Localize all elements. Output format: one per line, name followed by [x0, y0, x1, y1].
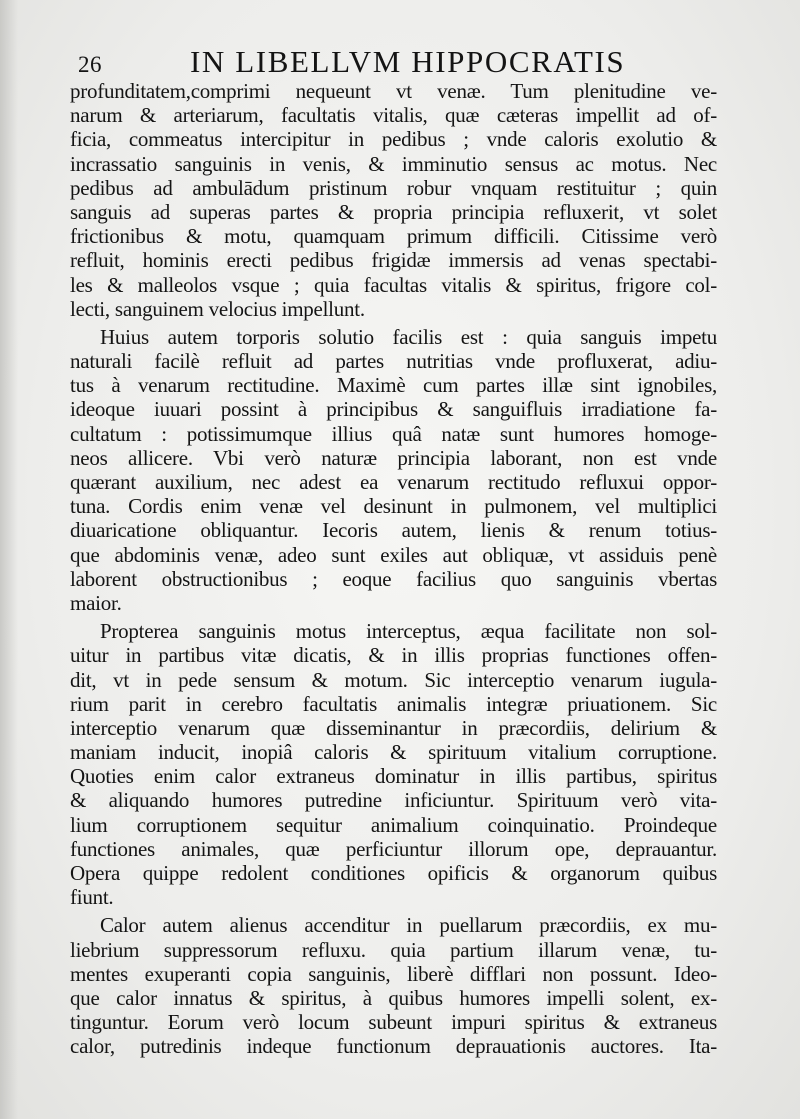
- text-line: dit, vt in pede sensum & motum. Sic interceptio venarum iugula-: [70, 667, 717, 692]
- text-line: tuna. Cordis enim venæ vel desinunt in pulmonem, vel multiplici: [70, 494, 717, 519]
- text-line: pedibus ad ambulādum pristinum robur vnquam restituitur ; quin: [70, 175, 717, 200]
- text-line: fiunt.: [70, 885, 114, 910]
- text-line: quærant auxilium, nec adest ea venarum rectitudo refluxui oppor-: [70, 470, 717, 494]
- page-header: [78, 44, 718, 80]
- text-line: Opera quippe redolent conditiones opificis & organorum quibus: [70, 861, 717, 885]
- text-line: naturali facilè refluit ad partes nutritias vnde profluxerat, adiu-: [70, 349, 717, 374]
- paragraph-3: [70, 619, 717, 909]
- text-line: uitur in partibus vitæ dicatis, & in illis proprias functiones offen-: [70, 643, 717, 668]
- text-line: ideoque iuuari possint à principibus & sanguifluis irradiatione fa-: [70, 397, 717, 422]
- text-line: rium parit in cerebro facultatis animalis integræ priuationem. Sic: [70, 691, 717, 716]
- text-line: laborent obstructionibus ; eoque facilius quo sanguinis vbertas: [70, 566, 717, 591]
- page-number: 26: [78, 52, 102, 77]
- text-line: cultatum : potissimumque illius quâ natæ sunt humores homoge-: [70, 421, 717, 446]
- text-line: profunditatem,comprimi nequeunt vt venæ. Tum plenitudine ve-: [70, 79, 717, 103]
- running-title: IN LIBELLVM HIPPOCRATIS: [190, 44, 626, 79]
- text-line: refluit, hominis erecti pedibus frigidæ immersis ad venas spectabi-: [70, 248, 717, 273]
- text-line: lecti, sanguinem velocius impellunt.: [70, 296, 365, 321]
- text-line: tus à venarum rectitudine. Maximè cum partes illæ sint ignobiles,: [70, 373, 717, 398]
- gutter-shadow: [0, 0, 18, 1119]
- paragraph-4: [70, 913, 717, 1058]
- text-line: narum & arteriarum, facultatis vitalis, quæ cæteras impellit ad of-: [70, 103, 717, 128]
- text-line: maior.: [70, 590, 122, 615]
- text-line: les & malleolos vsque ; quia facultas vitalis & spiritus, frigore col-: [70, 272, 717, 297]
- text-line: Huius autem torporis solutio facilis est : quia sanguis impetu: [100, 324, 717, 349]
- text-line: sanguis ad superas partes & propria principia refluxerit, vt solet: [70, 199, 717, 224]
- body-text: [70, 79, 717, 1059]
- text-line: functiones animales, quæ perficiuntur illorum ope, deprauantur.: [70, 836, 717, 861]
- text-line: tinguntur. Eorum verò locum subeunt impuri spiritus & extraneus: [70, 1010, 717, 1035]
- text-line: Propterea sanguinis motus interceptus, æqua facilitate non sol-: [100, 619, 717, 644]
- text-line: frictionibus & motu, quamquam primum difficili. Citissime verò: [70, 224, 717, 249]
- text-line: incrassatio sanguinis in venis, & imminutio sensus ac motus. Nec: [70, 151, 717, 176]
- text-line: & aliquando humores putredine inficiuntur. Spirituum verò vita-: [70, 788, 717, 813]
- text-line: Quoties enim calor extraneus dominatur in illis partibus, spiritus: [70, 764, 717, 789]
- text-line: liebrium suppressorum refluxu. quia partium illarum venæ, tu-: [70, 937, 717, 962]
- text-line: que calor innatus & spiritus, à quibus humores impelli solent, ex-: [70, 985, 717, 1010]
- text-line: lium corruptionem sequitur animalium coinquinatio. Proindeque: [70, 812, 717, 837]
- text-line: interceptio venarum quæ disseminantur in præcordiis, delirium &: [70, 715, 717, 740]
- text-line: maniam inducit, inopiâ caloris & spirituum vitalium corruptione.: [70, 740, 717, 765]
- text-line: ficia, commeatus intercipitur in pedibus ; vnde caloris exolutio &: [70, 127, 717, 152]
- text-line: mentes exuperanti copia sanguinis, liberè difflari non possunt. Ideo-: [70, 961, 717, 986]
- text-line: calor, putredinis indeque functionum deprauationis auctores. Ita-: [70, 1034, 717, 1059]
- text-line: neos allicere. Vbi verò naturæ principia laborant, non est vnde: [70, 445, 717, 470]
- text-line: Calor autem alienus accenditur in puellarum præcordiis, ex mu-: [100, 913, 717, 938]
- text-line: que abdominis venæ, adeo sunt exiles aut obliquæ, vt assiduis penè: [70, 542, 717, 567]
- text-line: diuaricatione obliquantur. Iecoris autem, lienis & renum totius-: [70, 518, 717, 543]
- paragraph-1: [70, 79, 717, 321]
- paragraph-2: [70, 325, 717, 615]
